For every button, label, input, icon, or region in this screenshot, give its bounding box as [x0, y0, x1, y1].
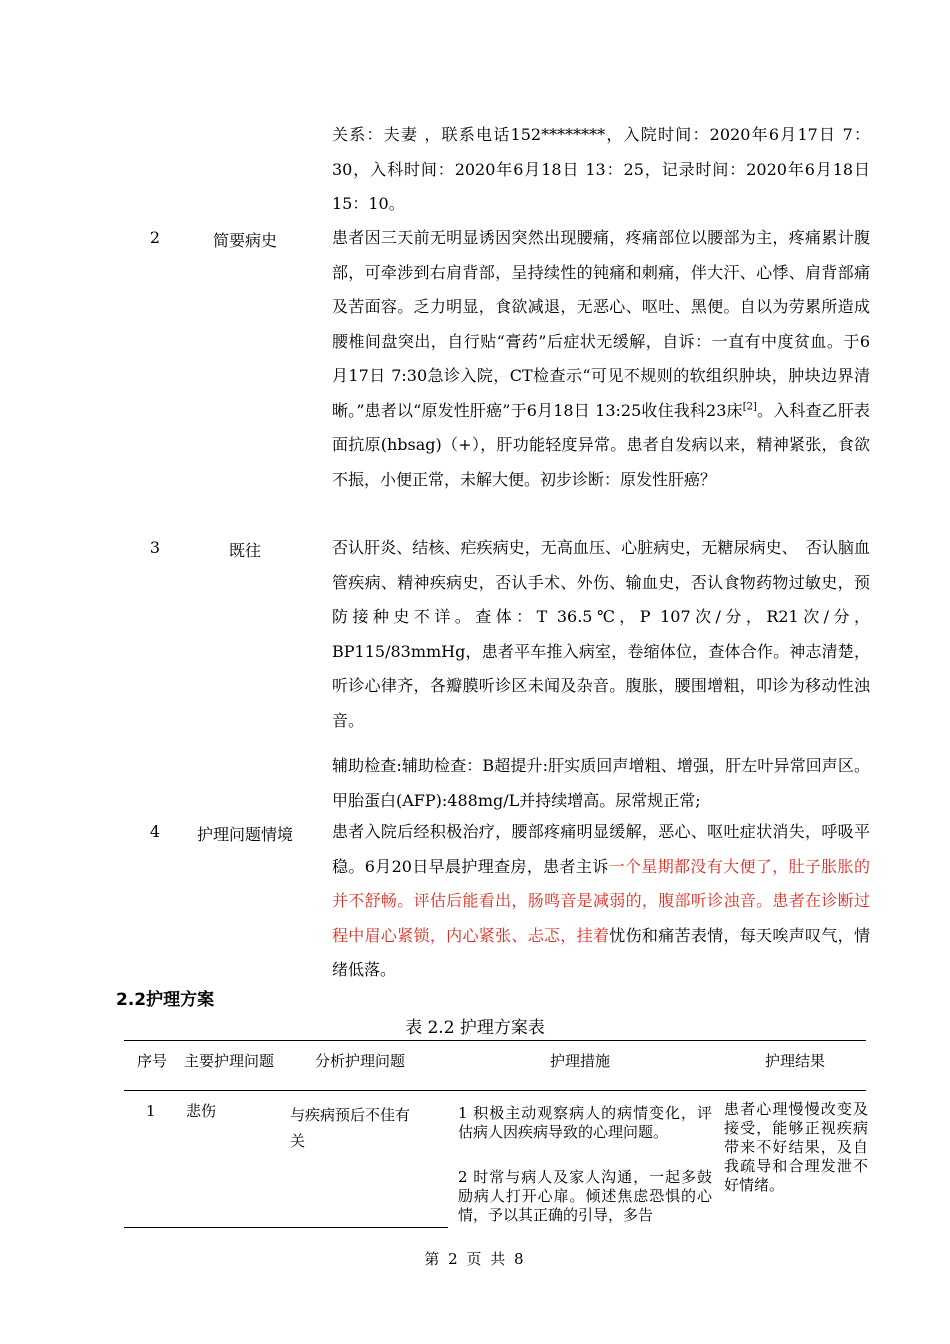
table-cell-result: 患者心理慢慢改变及接受，能够正视疾病带来不好结果，及自我疏导和合理发泄不好情绪。 — [724, 1100, 868, 1194]
auxiliary-exam-text: 辅助检查:辅助检查：B超提升:肝实质回声增粗、增强，肝左叶异常回声区。甲胎蛋白(AFP):488mg/L并持续增高。尿常规正常; — [332, 756, 870, 810]
reference-mark: [2] — [742, 401, 757, 413]
brief-history-text: 患者因三天前无明显诱因突然出现腰痛，疼痛部位以腰部为主，疼痛累计腹部，可牵涉到右肩背部，呈持续性的钝痛和刺痛，伴大汗、心悸、肩背部痛及苦面容。乏力明显，食欲减退，无恶心、呕吐、黑便。自以为劳累所造成腰椎间盘突出，自行贴“膏药”后症状无缓解，自诉：一直有中度贫血。于6月17日 7:30急诊入院，CT检查示“可见不规则的软组织肿块，肿块边界清晰。”患者以“原发性肝癌”于6月18日 13:25收住我科23床[2]。入科查乙肝表面抗原(hbsag)（+），肝功能轻度异常。患者自发病以来，精神紧张，食欲不振，小便正常，未解大便。初步诊断：原发性肝癌？ — [332, 228, 870, 489]
table-header-rule — [124, 1090, 866, 1091]
table-cell-problem: 悲伤 — [186, 1102, 217, 1120]
table-header: 护理结果 — [764, 1052, 825, 1070]
nursing-scenario-text: 患者入院后经积极治疗，腰部疼痛明显缓解，恶心、呕吐症状消失，呼吸平稳。6月20日早晨护理查房，患者主诉一个星期都没有大便了，肚子胀胀的并不舒畅。评估后能看出，肠鸣音是减弱的，腹部听诊浊音。患者在诊断过程中眉心紧锁，内心紧张、忐忑，挂着忧伤和痛苦表情，每天唉声叹气，情绪低落。 — [332, 822, 870, 979]
row-label: 护理问题情境 — [196, 825, 293, 844]
table-header: 分析护理问题 — [314, 1052, 405, 1070]
patient-info-text: 关系：夫妻 ，联系电话152********，入院时间：2020年6月17日 7：30，入科时间：2020年6月18日 13：25，记录时间：2020年6月18日 15：10。 — [332, 125, 870, 213]
page-footer: 第 2 页 共 8 — [424, 1250, 526, 1268]
row-number: 2 — [149, 228, 161, 247]
table-header: 序号 — [136, 1052, 167, 1070]
table-cell-analysis: 与疾病预后不佳有关 — [290, 1106, 411, 1150]
table-cell-measure-1: 1 积极主动观察病人的病情变化，评估病人因疾病导致的心理问题。 — [458, 1104, 712, 1141]
section-title: 2.2护理方案 — [116, 990, 215, 1010]
row-number: 3 — [149, 538, 161, 557]
row-label: 既往 — [228, 541, 261, 560]
table-caption: 表 2.2 护理方案表 — [405, 1018, 545, 1038]
table-top-rule — [124, 1040, 866, 1041]
table-cell-measure-2: 2 时常与病人及家人沟通，一起多鼓励病人打开心扉。倾述焦虑恐惧的心情，予以其正确的引导，多告 — [458, 1168, 712, 1224]
table-cell-num: 1 — [146, 1102, 156, 1120]
past-history-text: 否认肝炎、结核、疟疾病史，无高血压、心脏病史，无糖尿病史、 否认脑血管疾病、精神疾病史，否认手术、外伤、输血史，否认食物药物过敏史，预防接种史不详。查体：T 36.5℃，P 107次/分，R21次/分，BP115/83mmHg，患者平车推入病室，卷缩体位，查体合作。神志清楚，听诊心律齐，各瓣膜听诊区未闻及杂音。腹胀，腰围增粗，叩诊为移动性浊音。 — [332, 538, 870, 730]
table-header: 主要护理问题 — [184, 1052, 275, 1070]
highlighted-text: 一个星期都没有大便了，肚子胀胀的并不舒畅。评估后能看出，肠鸣音是减弱的，腹部听诊浊音。患者在诊断过程中眉心紧锁，内心紧张、忐忑，挂着 — [332, 856, 870, 945]
row-number: 4 — [149, 822, 161, 841]
table-partial-rule — [124, 1227, 448, 1228]
table-header: 护理措施 — [549, 1052, 610, 1070]
row-label: 简要病史 — [212, 231, 277, 250]
